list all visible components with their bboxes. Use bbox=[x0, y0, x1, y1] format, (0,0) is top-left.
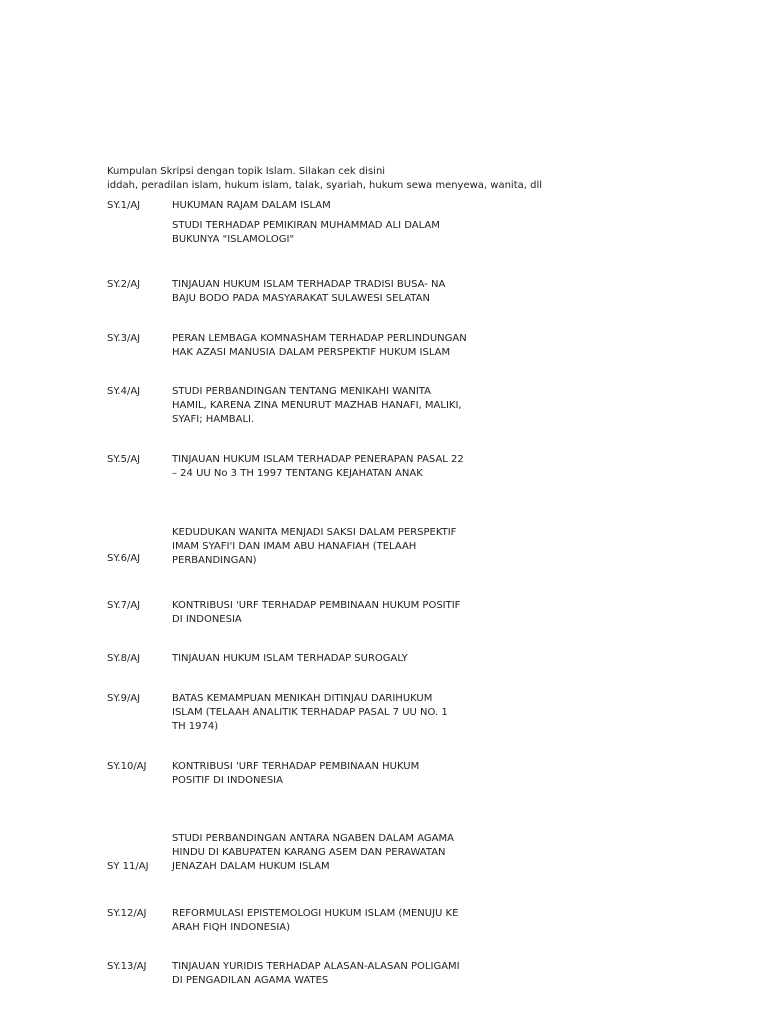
entry-code: SY.2/AJ bbox=[107, 279, 141, 290]
entry-code: SY.5/AJ bbox=[107, 454, 141, 465]
entry-title: HUKUMAN RAJAM DALAM ISLAM bbox=[172, 200, 331, 211]
entry-title: PERAN LEMBAGA KOMNASHAM TERHADAP PERLINDUNGAN HAK AZASI MANUSIA DALAM PERSPEKTIF HUKUM ISLAM bbox=[172, 333, 467, 358]
entry-code: SY.1/AJ bbox=[107, 200, 141, 211]
entry-title: STUDI PERBANDINGAN ANTARA NGABEN DALAM AGAMA HINDU DI KABUPATEN KARANG ASEM DAN PERAWATAN JENAZAH DALAM HUKUM ISLAM bbox=[172, 833, 454, 872]
entry-title: TINJAUAN YURIDIS TERHADAP ALASAN-ALASAN POLIGAMI DI PENGADILAN AGAMA WATES bbox=[172, 961, 460, 986]
entry-code: SY.13/AJ bbox=[107, 961, 147, 972]
entry-code: SY.10/AJ bbox=[107, 761, 147, 772]
entry-code: SY.6/AJ bbox=[107, 553, 141, 564]
entry-code: SY.4/AJ bbox=[107, 386, 141, 397]
entry-title: KONTRIBUSI 'URF TERHADAP PEMBINAAN HUKUM POSITIF DI INDONESIA bbox=[172, 600, 461, 625]
entry-title: KONTRIBUSI 'URF TERHADAP PEMBINAAN HUKUM POSITIF DI INDONESIA bbox=[172, 761, 420, 786]
entry-title: TINJAUAN HUKUM ISLAM TERHADAP TRADISI BUSA- NA BAJU BODO PADA MASYARAKAT SULAWESI SELATAN bbox=[172, 279, 446, 304]
entry-code: SY.3/AJ bbox=[107, 333, 141, 344]
entry-code: SY.7/AJ bbox=[107, 600, 141, 611]
entry-code: SY.12/AJ bbox=[107, 908, 147, 919]
entry-title: KEDUDUKAN WANITA MENJADI SAKSI DALAM PERSPEKTIF IMAM SYAFI'I DAN IMAM ABU HANAFIAH (TELAAH PERBANDINGAN) bbox=[172, 527, 457, 566]
intro-line: Kumpulan Skripsi dengan topik Islam. Silakan cek disini bbox=[107, 166, 386, 177]
entry-title: STUDI TERHADAP PEMIKIRAN MUHAMMAD ALI DALAM BUKUNYA "ISLAMOLOGI" bbox=[172, 220, 440, 245]
entry-title: STUDI PERBANDINGAN TENTANG MENIKAHI WANITA HAMIL, KARENA ZINA MENURUT MAZHAB HANAFI, MALIKI, SYAFI; HAMBALI. bbox=[172, 386, 462, 425]
topics-line: iddah, peradilan islam, hukum islam, talak, syariah, hukum sewa menyewa, wanita, dll bbox=[107, 180, 543, 191]
entry-code: SY.8/AJ bbox=[107, 653, 141, 664]
entry-code: SY 11/AJ bbox=[107, 861, 149, 872]
entry-title: TINJAUAN HUKUM ISLAM TERHADAP SUROGALY bbox=[172, 653, 408, 664]
entry-title: TINJAUAN HUKUM ISLAM TERHADAP PENERAPAN PASAL 22 – 24 UU No 3 TH 1997 TENTANG KEJAHATAN ANAK bbox=[172, 454, 464, 479]
entry-title: REFORMULASI EPISTEMOLOGI HUKUM ISLAM (MENUJU KE ARAH FIQH INDONESIA) bbox=[172, 908, 459, 933]
entry-code: SY.9/AJ bbox=[107, 693, 141, 704]
entry-title: BATAS KEMAMPUAN MENIKAH DITINJAU DARIHUKUM ISLAM (TELAAH ANALITIK TERHADAP PASAL 7 UU NO. 1 TH 1974) bbox=[172, 693, 448, 732]
